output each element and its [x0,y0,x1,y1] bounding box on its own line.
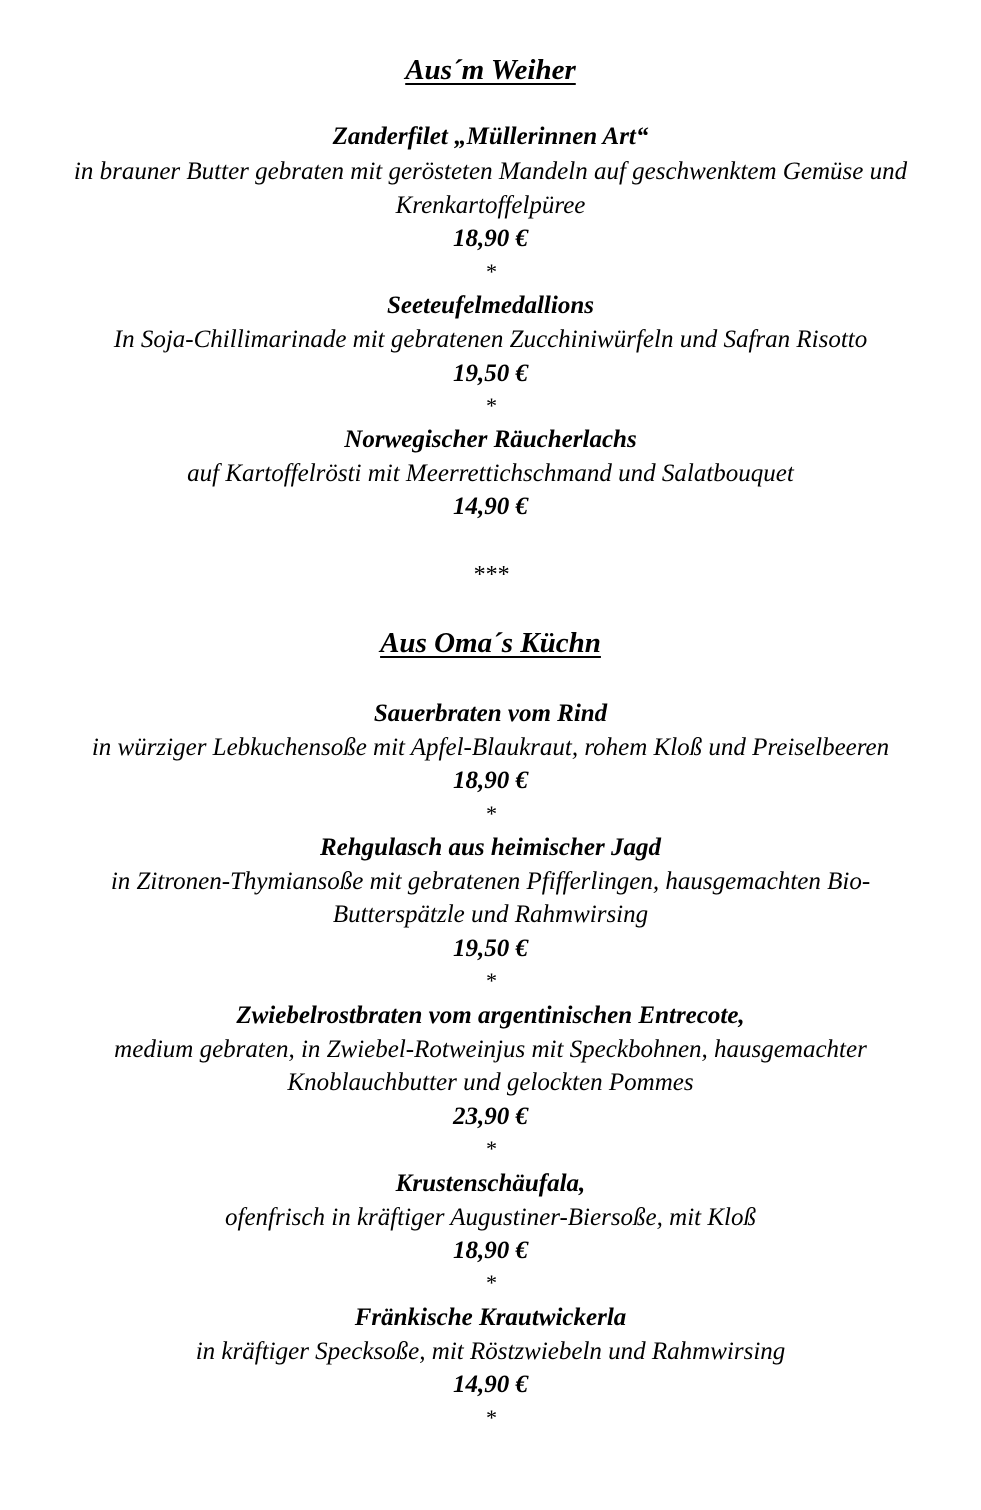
dish-description: Knoblauchbutter und gelockten Pommes [287,1069,694,1096]
dish-description: ofenfrisch in kräftiger Augustiner-Biersoße, mit Kloß [225,1204,756,1231]
dish-separator: * [485,259,496,284]
dish-price: 18,90 € [453,225,528,252]
dish-name: Krustenschäufala, [395,1170,586,1197]
dish-separator: * [485,1270,496,1295]
dish-price: 18,90 € [453,767,528,794]
dish-description: In Soja-Chillimarinade mit gebratenen Zucchiniwürfeln und Safran Risotto [113,326,868,353]
section-title: Aus´m Weiher [405,54,576,86]
dish-description: in brauner Butter gebraten mit gerösteten Mandeln auf geschwenktem Gemüse und [73,158,908,185]
dish-name: Sauerbraten vom Rind [373,700,608,727]
section-divider: *** [472,562,509,588]
dish-separator: * [485,801,496,826]
dish-description: Butterspätzle und Rahmwirsing [332,901,649,928]
dish-name: Rehgulasch aus heimischer Jagd [319,834,662,861]
dish-separator: * [485,1405,496,1430]
dish-name: Zwiebelrostbraten vom argentinischen Entrecote, [236,1002,745,1029]
dish-separator: * [485,968,496,993]
dish-price: 19,50 € [453,360,528,387]
dish-description: in kräftiger Specksoße, mit Röstzwiebeln und Rahmwirsing [195,1338,786,1365]
dish-price: 14,90 € [453,1371,528,1398]
dish-name: Fränkische Krautwickerla [354,1304,627,1331]
section-title: Aus Oma´s Küchn [380,627,601,659]
dish-separator: * [485,393,496,418]
dish-price: 19,50 € [453,935,528,962]
dish-description: in Zitronen-Thymiansoße mit gebratenen Pfifferlingen, hausgemachten Bio- [110,868,871,895]
dish-price: 23,90 € [453,1103,528,1130]
dish-description: Krenkartoffelpüree [395,192,586,219]
dish-price: 18,90 € [453,1237,528,1264]
dish-price: 14,90 € [453,493,528,520]
dish-name: Zanderfilet „Müllerinnen Art“ [332,123,649,150]
dish-separator: * [485,1136,496,1161]
dish-description: auf Kartoffelrösti mit Meerrettichschmand und Salatbouquet [187,460,794,487]
dish-name: Seeteufelmedallions [387,292,594,319]
dish-description: in würziger Lebkuchensoße mit Apfel-Blaukraut, rohem Kloß und Preiselbeeren [91,734,890,761]
dish-name: Norwegischer Räucherlachs [344,426,637,453]
dish-description: medium gebraten, in Zwiebel-Rotweinjus mit Speckbohnen, hausgemachter [114,1036,867,1063]
